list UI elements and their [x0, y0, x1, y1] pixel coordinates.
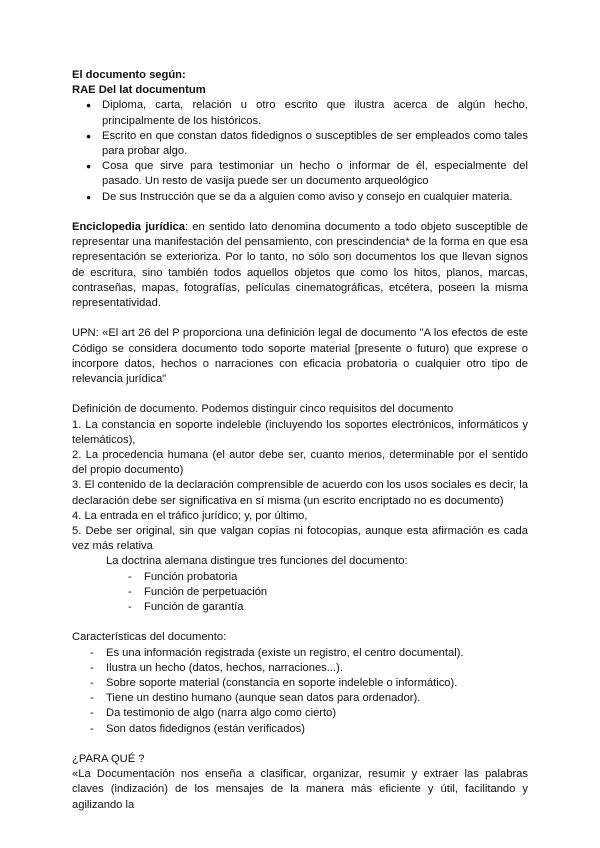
- funciones-list: [72, 570, 528, 616]
- list-item: ● Diploma, carta, relación u otro escrito que ilustra acerca de algún hecho, principalmente de los históricos.: [102, 98, 528, 128]
- list-item: ● Escrito en que constan datos fidedignos o susceptibles de ser empleados como tales para probar algo.: [102, 129, 528, 159]
- list-item: - Es una información registrada (existe un registro, el centro documental).: [106, 646, 528, 661]
- list-item: - Función de garantía: [144, 600, 528, 615]
- para-que-paragraph: «La Documentación nos enseña a clasificar, organizar, resumir y extraer las palabras claves (indización) de los mensajes de la manera más eficiente y útil, facilitando y agilizando la: [72, 768, 528, 811]
- requisito-item: 5. Debe ser original, sin que valgan copias ni fotocopias, aunque esta afirmación es cada vez más relativa: [72, 525, 528, 553]
- para-que-title: ¿PARA QUÉ ?: [72, 753, 145, 766]
- list-item: - Ilustra un hecho (datos, hechos, narraciones...).: [106, 661, 528, 676]
- caracteristicas-list: [72, 646, 528, 737]
- requisito-item: 4. La entrada en el tráfico jurídico; y, por último,: [72, 509, 308, 522]
- document-page: [72, 68, 528, 813]
- doctrina-line: La doctrina alemana distingue tres funciones del documento:: [106, 555, 408, 568]
- enciclopedia-text: : en sentido lato denomina documento a todo objeto susceptible de representar una manifestación del pensamiento, con prescindencia* de la forma en que esa representación se exterioriza. Por lo tanto, no sólo son documentos los que llevan signos de escritura, sino también todos aquellos objetos que como los hitos, planos, marcas, contraseñas, mapas, fotografías, películas cinematográficas, etcétera, poseen la misma representatividad.: [72, 221, 528, 310]
- enciclopedia-paragraph: [72, 220, 528, 311]
- list-item: - Sobre soporte material (constancia en soporte indeleble o informático).: [106, 676, 528, 691]
- enciclopedia-label: Enciclopedia jurídica: [72, 221, 185, 234]
- list-item: - Tiene un destino humano (aunque sean datos para ordenador).: [106, 691, 528, 706]
- definicion-intro: Definición de documento. Podemos distinguir cinco requisitos del documento: [72, 403, 454, 416]
- list-item: - Da testimonio de algo (narra algo como cierto): [106, 706, 528, 721]
- page-heading: El documento según:: [72, 69, 186, 81]
- requisito-item: 2. La procedencia humana (el autor debe ser, cuanto menos, determinable por el sentido del propio documento): [72, 449, 528, 477]
- list-item: - Son datos fidedignos (están verificados): [106, 722, 528, 737]
- requisito-item: 1. La constancia en soporte indeleble (incluyendo los soportes electrónicos, informáticos y telemáticos),: [72, 418, 528, 446]
- list-item: - Función probatoria: [144, 570, 528, 585]
- rae-title: RAE Del lat documentum: [72, 84, 206, 97]
- list-item: ● De sus Instrucción que se da a alguien como aviso y consejo en cualquier materia.: [102, 190, 528, 205]
- upn-paragraph: UPN: «El art 26 del P proporciona una definición legal de documento "A los efectos de este Código se considera documento todo soporte material [presente o futuro) que exprese o incorpore datos, hechos o narraciones con eficacia probatoria o cualquier otro tipo de relevancia jurídica": [72, 327, 528, 386]
- list-item: ● Cosa que sirve para testimoniar un hecho o informar de él, especialmente del pasado. Un resto de vasija puede ser un documento arqueológico: [102, 159, 528, 189]
- list-item: - Función de perpetuación: [144, 585, 528, 600]
- caracteristicas-title: Características del documento:: [72, 631, 227, 644]
- requisito-item: 3. El contenido de la declaración comprensible de acuerdo con los usos sociales es decir, la declaración debe ser significativa en sí misma (un escrito encriptado no es documento): [72, 479, 528, 507]
- rae-definitions-list: [72, 98, 528, 204]
